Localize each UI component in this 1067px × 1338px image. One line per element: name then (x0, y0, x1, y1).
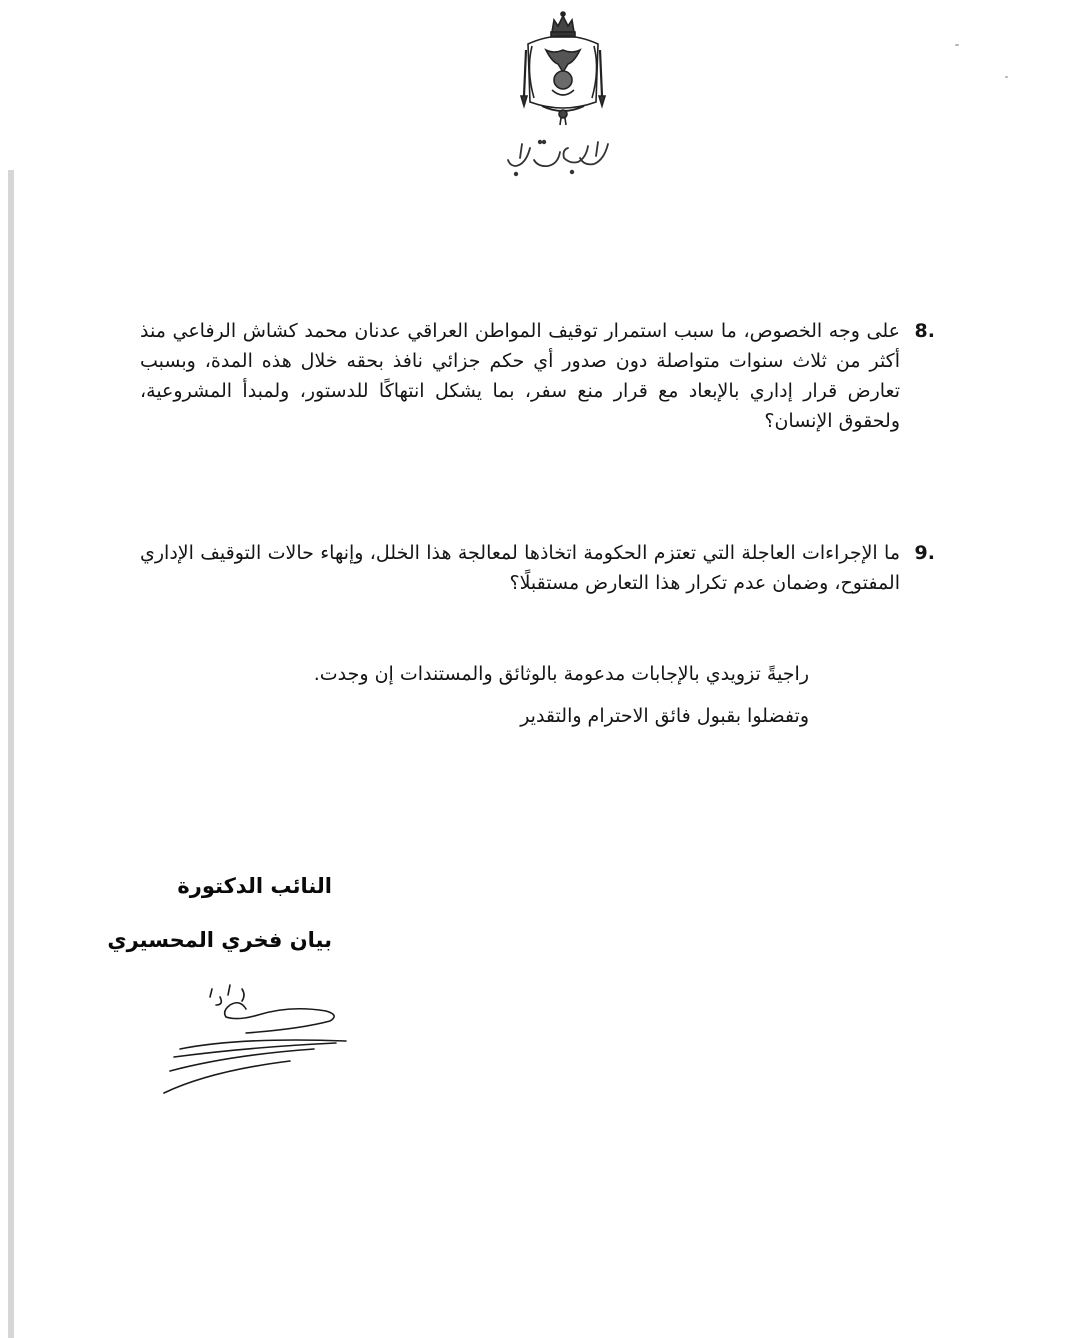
council-calligraphy-icon (500, 134, 618, 178)
signatory-title: النائب الدكتورة (177, 874, 332, 898)
item-number: 9. (914, 542, 935, 564)
council-name-logo (500, 134, 618, 178)
item-text: ما الإجراءات العاجلة التي تعتزم الحكومة اتخاذها لمعالجة هذا الخلل، وإنهاء حالات التوقيف الإداري المفتوح، وضمان عدم تكرار هذا التعارض مستقبلًا؟ (140, 542, 900, 594)
question-item-8 (140, 316, 935, 436)
item-text: على وجه الخصوص، ما سبب استمرار توقيف المواطن العراقي عدنان محمد كشاش الرفاعي منذ أكثر من ثلاث سنوات متواصلة دون صدور أي حكم جزائي نافذ بحقه خلال هذه المدة، وبسبب تعارض قرار إداري بالإبعاد مع قرار منع سفر، بما يشكل انتهاكًا للدستور، ولمبدأ المشروعية، ولحقوق الإنسان؟ (140, 320, 900, 432)
signatory-name: بيان فخري المحسيري (107, 928, 332, 952)
signature-icon (150, 975, 360, 1105)
handwritten-signature (150, 975, 360, 1105)
scan-speck (1005, 76, 1008, 78)
scan-speck (955, 44, 959, 46)
question-item-9 (140, 538, 935, 598)
closing-regards: وتفضلوا بقبول فائق الاحترام والتقدير (520, 705, 809, 727)
crest-icon (518, 10, 608, 128)
closing-request: راجيةً تزويدي بالإجابات مدعومة بالوثائق والمستندات إن وجدت. (313, 663, 809, 685)
item-number: 8. (914, 320, 935, 342)
crest-emblem (518, 10, 608, 128)
scan-edge (8, 170, 14, 1338)
